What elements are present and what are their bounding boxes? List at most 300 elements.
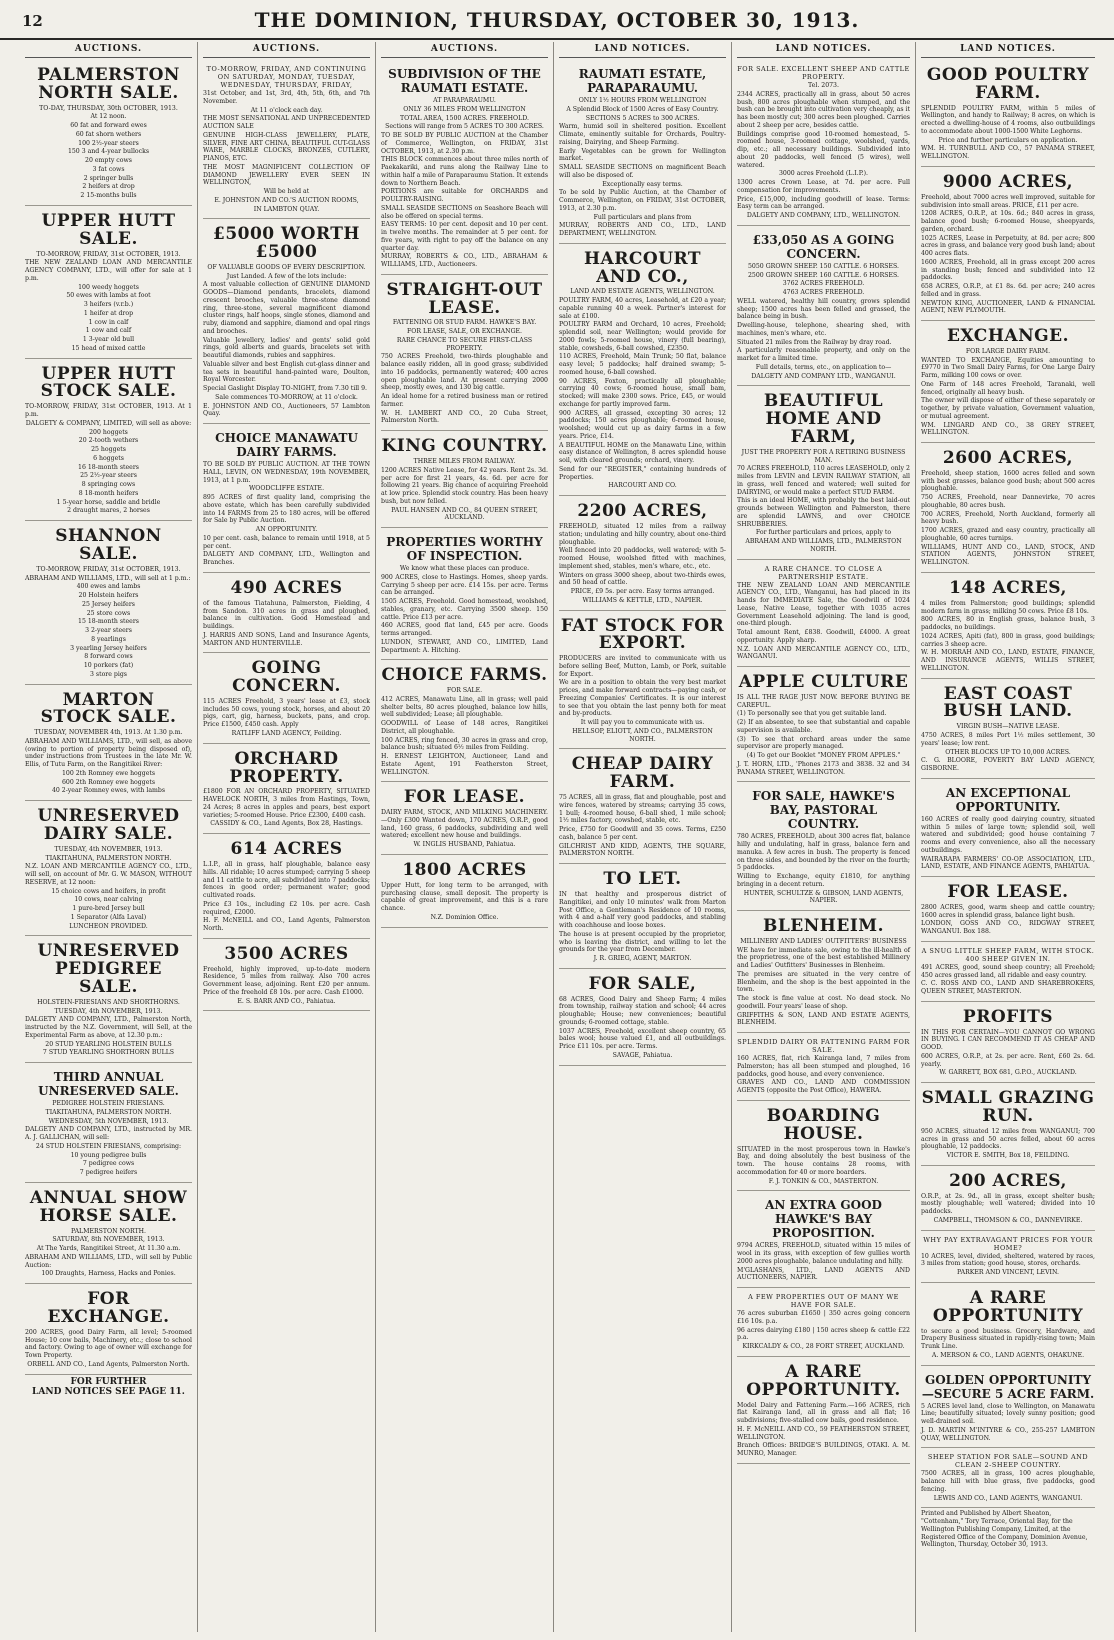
advertisement-title: 2600 ACRES, [942, 448, 1074, 469]
advertisement-line: 5 ACRES level land, close to Wellington, on Manawatu Line; beautifully situated; lovely sunny position; good well-drained soil. [921, 1402, 1095, 1426]
advertisement-line: AT PARAPARAUMU. [433, 97, 496, 104]
advertisement-title: A FEW PROPERTIES OUT OF MANY WE HAVE FOR SALE. [748, 1293, 899, 1310]
advertisement-line: to secure a good business. Grocery, Hardware, and Drapery Business situated in rapidly-rising town; Main Trunk Line. [921, 1327, 1095, 1351]
advertisement-line: Just Landed. A few of the lots include: [226, 272, 347, 280]
advertisement-line: 1024 ACRES, Apiti (fat), 800 in grass, good buildings; carries 3 sheep acre. [921, 632, 1095, 648]
advertisement-line: RARE CHANCE TO SECURE FIRST-CLASS PROPERTY. [396, 336, 533, 352]
column-4 [554, 42, 732, 1632]
advertisement-line: 68 ACRES, Good Dairy and Sheep Farm; 4 miles from township, railway station and school; 44 acres ploughable; House; new conveniences; beautiful grounds; 6-roomed cottage, stable. [559, 995, 726, 1026]
advertisement-line: 60 fat shorn wethers [75, 130, 142, 138]
advertisement-line: For further particulars and prices, apply to [755, 529, 892, 537]
advertisement [559, 246, 726, 496]
advertisement-line: PEDIGREE HOLSTEIN FRIESIANS. [52, 1100, 165, 1108]
advertisement-line: At 12 noon. [90, 113, 127, 121]
advertisement-title: 148 ACRES, [949, 577, 1067, 598]
advertisement-line: GILCHRIST AND KIDD, AGENTS, THE SQUARE, PALMERSTON NORTH. [559, 842, 726, 858]
advertisement-line: THIS BLOCK commences about three miles north of Paekakariki, and runs along the Railway Line to within half a mile of Paraparaumu Station. It extends down to Northern Beach. [381, 156, 548, 187]
advertisement [25, 687, 192, 802]
advertisement-line: Sections will range from 5 ACRES TO 300 ACRES. [385, 123, 544, 131]
advertisement-line: PRICE, £9 5s. per acre. Easy terms arranged. [570, 588, 715, 596]
advertisement-line: ONLY 1½ HOURS FROM WELLINGTON [578, 97, 707, 104]
advertisement-line: TO BE SOLD BY PUBLIC AUCTION at the Chamber of Commerce, Wellington, on FRIDAY, 31st OCTOBER, 1913, at 2.30 p.m. [381, 132, 548, 155]
advertisement-line: 750 ACRES, Freehold, near Dannevirke, 70 acres ploughable, 80 acres bush. [921, 494, 1095, 509]
advertisement-line: W. GARRETT, BOX 681, G.P.O., AUCKLAND. [939, 1069, 1077, 1077]
advertisement [737, 669, 910, 782]
advertisement-line: 16 18-month steers [78, 463, 139, 471]
advertisement-line: KIRKCALDY & CO., 28 FORT STREET, AUCKLAND. [742, 1343, 905, 1351]
advertisement-line: GRAVES AND CO., LAND AND COMMISSION AGENTS (opposite the Post Office), HAWERA. [737, 1079, 910, 1095]
advertisement-line: ONLY 36 MILES FROM WELLINGTON [403, 105, 526, 113]
advertisement-line: 115 ACRES Freehold, 3 years' lease at £3, stock includes 50 cows, young stock, horses, and about 20 pigs, cart, gig, harness, buckets, pans, and crop. Price £1500, £450 cash. Apply [203, 697, 370, 729]
advertisement-line: (4) To get our Booklet "MONEY FROM APPLES." [746, 752, 901, 760]
advertisement-title: £5000 WORTH £5000 [212, 224, 360, 263]
advertisement-line: A BEAUTIFUL HOME on the Manawatu Line, within easy distance of Wellington, 8 acres splendid house soil, with cleared grounds; orchard, vinery. [559, 441, 726, 465]
see-page-notice: LAND NOTICES SEE PAGE 11. [32, 1386, 185, 1397]
advertisement-line: This is an ideal HOME, with probably the best laid-out grounds between Wellington and Palmerston, there are splendid LAWNS, and over CHOICE SHRUBBERIES. [737, 497, 910, 528]
advertisement-title: 1800 ACRES [402, 859, 527, 880]
advertisement-line: 60 fat and forward ewes [70, 122, 147, 130]
advertisement-line: (3) To see that orchard areas under the same supervisor are properly managed. [737, 735, 910, 751]
advertisement-line: We are in a position to obtain the very best market prices, and make forward contracts—paying cash, or Freezing Companies' Certificates. It is our interest to see that you obtain the last penny both for meat and by-products. [559, 679, 726, 718]
advertisement [921, 1004, 1095, 1083]
column-heading: LAND NOTICES. [921, 42, 1095, 58]
advertisement [25, 1286, 192, 1374]
advertisement-title: PALMERSTON NORTH SALE. [37, 65, 180, 103]
advertisement-line: 10 cows, near calving [74, 896, 143, 904]
advertisement [921, 1168, 1095, 1231]
advertisement-title: UNRESERVED PEDIGREE SALE. [37, 941, 180, 998]
advertisement-line: W. H. MORRAH AND CO., LAND, ESTATE, FINANCE, AND INSURANCE AGENTS, WILLIS STREET, WELLINGTON. [921, 649, 1095, 672]
advertisement-line: 4763 ACRES FREEHOLD. [782, 289, 865, 296]
advertisement-line: 2500 GROWN SHEEP. 160 CATTLE. 6 HORSES. [748, 271, 899, 279]
advertisement-line: SATURDAY, 8th NOVEMBER, 1913. [52, 1236, 165, 1244]
column-heading: AUCTIONS. [203, 42, 370, 58]
advertisement-line: Will be held at [263, 188, 310, 195]
advertisement-line: SAVAGE, Pahiatua. [612, 1051, 673, 1059]
advertisement-line: 1 pure-bred Jersey bull [72, 905, 145, 913]
advertisement-line: Freehold, sheep station, 1600 acres felled and sown with best grasses, balance good bush; about 500 acres ploughable. [921, 469, 1095, 493]
advertisement-line: To be sold by Public Auction, at the Chamber of Commerce, Wellington, on FRIDAY, 31st OCTOBER, 1913, at 2.30 p.m. [559, 189, 726, 212]
advertisement-title: ORCHARD PROPERTY. [229, 748, 344, 787]
advertisement-line: 1700 ACRES, grazed and easy country, practically all ploughable, 60 acres turnips. [921, 527, 1095, 542]
advertisement-line: PRODUCERS are invited to communicate with us before selling Beef, Mutton, Lamb, or Pork, suitable for Export. [559, 655, 726, 678]
advertisement-line: L.I.P., all in grass, half ploughable, balance easy hills. All ridable; 10 acres stumped; carrying 5 sheep and 11 cattle to acre, all subdivided into 7 paddocks; fences in good order; permanent water; good cultivated roads. [203, 861, 370, 899]
advertisement-line: MILLINERY AND LADIES' OUTFITTERS' BUSINESS [740, 937, 907, 945]
advertisement-title: UPPER HUTT STOCK SALE. [40, 363, 177, 402]
advertisement-line: 10 porkers (fat) [83, 662, 134, 669]
advertisement-line: J. R. GRIEG, AGENT, MARTON. [593, 955, 692, 962]
advertisement-line: 1 5-year horse, saddle and bridle [56, 498, 161, 506]
advertisement-line: The stock is fine value at cost. No dead stock. No goodwill. Four years' lease of shop. [737, 995, 910, 1010]
advertisement [381, 433, 548, 528]
advertisement-line: FOR SALE. [446, 687, 483, 695]
advertisement-line: IN that healthy and prosperous district of Rangitikei, and only 10 minutes' walk from Marton Post Office, a Gentleman's Residence of 10 rooms, with 4 and a-half very good paddocks, and stabling with coachhouse and loose boxes. [559, 891, 726, 929]
advertisement [203, 575, 370, 653]
advertisement-line: WM. LINGARD AND CO., 38 GREY STREET, WELLINGTON. [921, 421, 1095, 437]
advertisement-line: TO-MORROW, FRIDAY, 31st OCTOBER, 1913. At 1 p.m. [25, 403, 192, 419]
advertisement-title: A RARE CHANCE. TO CLOSE A PARTNERSHIP ESTATE. [764, 564, 883, 581]
advertisement [737, 1290, 910, 1357]
advertisement-line: GRIFFITHS & SON, LAND AND ESTATE AGENTS, BLENHEIM. [737, 1011, 910, 1027]
advertisement-line: At 11 o'clock each day. [250, 106, 323, 114]
advertisement-line: TUESDAY, 4th NOVEMBER, 1913. [54, 1007, 163, 1015]
advertisement-line: AN OPPORTUNITY. [255, 526, 318, 534]
advertisement [559, 498, 726, 610]
advertisement-line: VICTOR E. SMITH, Box 18, FEILDING. [946, 1152, 1070, 1160]
advertisement [25, 1185, 192, 1284]
advertisement-line: Freehold, about 7000 acres well improved, suitable for subdivision into small areas. PRICE, £11 per acre. [921, 193, 1095, 209]
advertisement-line: THE NEW ZEALAND LOAN AND MERCANTILE AGENCY COMPANY, LTD., will offer for sale at 1 p.m. [25, 259, 192, 282]
advertisement-title: CHOICE FARMS. [381, 665, 548, 686]
advertisement-line: WAIRARAPA FARMERS' CO-OP. ASSOCIATION, LTD., LAND, ESTATE, AND FINANCE AGENTS, PAHIATUA. [921, 855, 1095, 871]
advertisement-line: DALGETY AND COMPANY LTD., WANGANUI. [751, 372, 896, 380]
advertisement-title: MARTON STOCK SALE. [40, 689, 177, 728]
advertisement-line: WILLIAMS & KETTLE, LTD., NAPIER. [582, 596, 703, 604]
advertisement-title: UNRESERVED DAIRY SALE. [37, 806, 180, 845]
advertisement-line: 1300 acres Crown Lease, at 7d. per acre. Full compensation for improvements. [737, 179, 910, 194]
advertisement [203, 836, 370, 939]
advertisement-line: 1200 ACRES Native Lease, for 42 years. Rent 2s. 3d. per acre for first 21 years, 4s. 6d. per acre for following 21 years. Big chance of acquiring Freehold at low price. Splendid stock country. Has been heavy bush, but now felled. [381, 466, 548, 505]
advertisement-line: 76 acres suburban £1650 | 350 acres going concern £16 10s. p.a. [737, 1310, 910, 1325]
advertisement-line: 50 ewes with lambs at foot [66, 292, 151, 300]
advertisement [381, 530, 548, 660]
advertisement-title: £33,050 AS A GOING CONCERN. [752, 232, 895, 261]
advertisement [203, 655, 370, 743]
advertisement-line: 150 3 and 4-year bullocks [67, 148, 150, 156]
advertisement-title: UPPER HUTT SALE. [41, 210, 176, 249]
advertisement-line: THE NEW ZEALAND LOAN AND MERCANTILE AGENCY CO., LTD., Wanganui, has had placed in its hands for IMMEDIATE Sale, the Goodwill of 1024 Lease, Native Lease, together with 1035 acres Government Leasehold adjoining. The land is good, one-third plough. [737, 581, 910, 628]
advertisement-line: PALMERSTON NORTH. [70, 1227, 147, 1235]
advertisement-line: THE MOST MAGNIFICENT COLLECTION OF DIAMOND JEWELLERY EVER SEEN IN WELLINGTON, [203, 163, 370, 187]
advertisement-line: HUNTER, SCHULTZE & GIBSON, LAND AGENTS, NAPIER. [743, 889, 904, 905]
advertisement-line: 7500 ACRES, all in grass, 100 acres ploughable, balance hill with blue grass, five paddocks, good fencing. [921, 1470, 1095, 1493]
advertisement-line: 100 ACRES, ring fenced, 30 acres in grass and crop, balance bush; situated 6½ miles from Feilding. [381, 736, 548, 752]
advertisement-line: Valuable silver and best English cut-glass dinner and tea sets in beautiful hand-painted ware, Doulton, Royal Worcester. [203, 360, 370, 384]
advertisement-line: TIAKITAHUNA, PALMERSTON NORTH. [45, 854, 172, 862]
advertisement [921, 323, 1095, 443]
advertisement-line: Tel. 2073. [808, 82, 839, 89]
advertisement [25, 938, 192, 1063]
advertisement-line: 6 hoggets [93, 454, 124, 462]
advertisement-line: The owner will dispose of either of these separately or together, by private valuation, Government valuation, or mutual agreement. [921, 397, 1095, 420]
column-heading: AUCTIONS. [381, 42, 548, 58]
advertisement-line: 1 cow in calf [88, 318, 129, 326]
advertisement [25, 361, 192, 521]
advertisement-line: E. JOHNSTON AND CO., Auctioneers, 57 Lambton Quay. [203, 402, 370, 418]
advertisement-title: 614 ACRES [230, 839, 343, 860]
printer-imprint: Printed and Published by Albert Sheaton, "Cottenham," Tory Terrace, Oriental Bay, for the Wellington Publishing Company, Limited, at the Registered Office of the Company, Dominion Avenue, Wellington, Thursday, October 30, 1913. [921, 1510, 1088, 1549]
advertisement-line: 750 ACRES Freehold, two-thirds ploughable and balance easily ridden, all in good grass; subdivided into 16 paddocks, permanently watered; 400 acres open ploughable land. At present carrying 2000 sheep, mostly ewes, and 130 big cattle. [381, 353, 548, 392]
advertisement-line: FATTENING OR STUD FARM. HAWKE'S BAY. [392, 319, 537, 327]
advertisement [921, 1450, 1095, 1508]
advertisement-title: SHEEP STATION FOR SALE—SOUND AND CLEAN 2-SHEEP COUNTRY. [927, 1453, 1089, 1470]
advertisement-title: TO-MORROW, FRIDAY, AND CONTINUING ON SATURDAY, MONDAY, TUESDAY, WEDNESDAY, THURSDAY, FRIDAY, [206, 65, 367, 89]
masthead [0, 0, 1114, 40]
advertisement-line: FOR LARGE DAIRY FARM. [965, 347, 1051, 355]
advertisement-line: SMALL SEASIDE SECTIONS on Seashore Beach will also be offered on special terms. [381, 204, 548, 220]
advertisement-line: ABRAHAM AND WILLIAMS, LTD., PALMERSTON NORTH. [745, 538, 902, 553]
advertisement-line: Exceptionally easy terms. [602, 180, 683, 188]
advertisement-line: A. MERSON & CO., LAND AGENTS, OHAKUNE. [931, 1351, 1085, 1359]
advertisement-title: SHANNON SALE. [55, 526, 162, 564]
advertisement [921, 1085, 1095, 1166]
advertisement-line: H. F. McNEILL AND CO., 59 FEATHERSTON STREET, WELLINGTON. [737, 1425, 910, 1441]
advertisement [921, 445, 1095, 573]
advertisement-line: HARCOURT AND CO. [608, 482, 677, 490]
advertisement [203, 221, 370, 424]
advertisement-line: WILLIAMS, HUNT AND CO., LAND, STOCK, AND STATION AGENTS, JOHNSTON STREET, WELLINGTON. [921, 543, 1095, 567]
advertisement-line: IN LAMBTON QUAY. [253, 205, 320, 213]
advertisement-line: 10 ACRES, level, divided, sheltered, watered by races, 3 miles from station; good house, stores, orchards. [921, 1252, 1095, 1268]
advertisement [25, 1065, 192, 1183]
advertisement-line: 950 ACRES, situated 12 miles from WANGANUI; 700 acres in grass and 50 acres felled, about 60 acres ploughable, 12 paddocks. [921, 1127, 1095, 1151]
advertisement-line: TO BE SOLD BY PUBLIC AUCTION. AT THE TOWN HALL, LEVIN, ON WEDNESDAY, 19th NOVEMBER, 1913, at 1 p.m. [203, 461, 370, 484]
advertisement [203, 62, 370, 219]
advertisement-line: 200 hoggets [89, 428, 128, 436]
advertisement [559, 613, 726, 750]
advertisement-line: Sale commences TO-MORROW, at 11 o'clock. [215, 393, 358, 401]
advertisement-line: W. H. LAMBERT AND CO., 20 Cuba Street, Palmerston North. [381, 409, 548, 425]
advertisement-line: F. J. TONKIN & CO., MASTERTON. [768, 1177, 879, 1185]
advertisement-line: OF VALUABLE GOODS OF EVERY DESCRIPTION. [207, 263, 366, 271]
advertisement-title: FOR SALE, [588, 973, 697, 994]
advertisement-line: Price, £750 for Goodwill and 35 cows. Terms, £250 cash, balance 5 per cent. [559, 826, 726, 841]
advertisement-line: 3000 acres Freehold (L.I.P.). [779, 170, 868, 178]
advertisement-line: 110 ACRES, Freehold, Main Trunk; 50 flat, balance easy level; 5 paddocks; half drained swamp; 5-roomed house, 6-ball cowshed. [559, 353, 726, 376]
advertisement-line: 25 store cows [86, 609, 131, 617]
advertisement-line: 25 Jersey heifers [82, 600, 135, 608]
advertisement-line: 90 ACRES, Foxton, practically all ploughable; carrying 40 cows; 6-roomed house, small bam, stocked; will make 2300 sows. Price, £45, or would exchange for partly improved farm. [559, 377, 726, 408]
advertisement-line: 15 18-month steers [78, 618, 139, 626]
advertisement-line: EASY TERMS: 10 per cent. deposit and 10 per cent. in twelve months. The remainder at 5 per cent. for five years, with right to pay off the balance on any quarter day. [381, 221, 548, 252]
advertisement-line: Winters on grass 3000 sheep, about two-thirds ewes, and 50 head of cattle. [559, 571, 726, 587]
advertisement-line: TOTAL AREA, 1500 ACRES. FREEHOLD. [400, 114, 529, 122]
advertisement-title: 200 ACRES, [949, 1170, 1067, 1191]
advertisement-line: POULTRY FARM and Orchard, 10 acres, Freehold; splendid soil, near Wellington; would provide for 2000 fowls; 5-roomed house, vinery (full bearing), stable, cowsheds, 6-ball cowshed, £2350. [559, 321, 726, 352]
advertisement-line: Full details, terms, etc., on application to— [755, 363, 892, 371]
advertisement-line: FREEHOLD, situated 12 miles from a railway station; undulating and hilly country, about one-third ploughable. [559, 523, 726, 546]
advertisement-line: 2 heifers at drop [82, 183, 135, 191]
advertisement-line: 900 ACRES, all grassed, excepting 30 acres; 12 paddocks; 150 acres ploughable; 6-roomed house, woolshed; would cut up as dairy farms in a few years. Price, £14. [559, 409, 726, 440]
column-heading: LAND NOTICES. [559, 42, 726, 58]
advertisement-line: 75 ACRES, all in grass, flat and ploughable, post and wire fences, watered by streams; carrying 35 cows, 1 bull; 4-roomed house, 6-ball shed, 1 mile school; 1½ miles factory, cowshed, stable, etc. [559, 794, 726, 825]
advertisement-title: HARCOURT AND CO., [583, 248, 702, 287]
advertisement-line: SPLENDID POULTRY FARM, within 5 miles of Wellington, and handy to Railway; 8 acres, on which is erected a dwelling-house of 4 rooms, also outbuildings to accommodate about 1000-1500 White Leghorns. [921, 104, 1095, 135]
advertisement-title: FOR LEASE. [403, 787, 526, 808]
advertisement-title: EXCHANGE. [946, 326, 1070, 347]
advertisement-line: 15 head of mixed cattle [71, 344, 146, 352]
advertisement [921, 879, 1095, 942]
advertisement-title: GOING CONCERN. [232, 658, 341, 697]
advertisement-title: TO LET. [603, 869, 682, 890]
advertisement-line: Model Dairy and Fattening Farm.—166 ACRES, rich flat Kairanga land, all in grass and all flat; 16 subdivisions; five-stalled cow bails, good residence. [737, 1401, 910, 1425]
advertisement-line: Send for our "REGISTER," containing hundreds of Properties. [559, 465, 726, 481]
advertisement-line: It will pay you to communicate with us. [580, 719, 705, 727]
advertisement-line: 2 draught mares, 2 horses [67, 507, 150, 515]
advertisement-line: 20 empty cows [85, 157, 132, 165]
advertisement-title: AN EXCEPTIONAL OPPORTUNITY. [945, 785, 1071, 814]
advertisement-line: 1 Separator (Alfa Laval) [70, 913, 147, 921]
advertisement-line: PAUL HANSEN AND CO., 84 QUEEN STREET, AUCKLAND. [391, 506, 538, 522]
advertisement-line: ABRAHAM AND WILLIAMS, LTD., will sell, as above (owing to portion of property being disposed of), under instructions from Trustees in the late Mr. W. Ellis, of Tutu Farm, on the Rangitikei River: [25, 737, 192, 769]
advertisement-line: 1 cow and calf [85, 327, 132, 335]
advertisement-line: 15 choice cows and heifers, in profit [51, 887, 166, 895]
advertisement-line: 1 3-year old bull [82, 336, 135, 344]
advertisement-title: FOR LEASE. [947, 882, 1069, 902]
column-heading: AUCTIONS. [25, 42, 192, 58]
advertisement-title: FAT STOCK FOR EXPORT. [560, 615, 725, 654]
advertisement-line: O.R.P., at 2s. 9d., all in grass, except shelter bush; mostly ploughable; well watered; divided into 10 paddocks. [921, 1192, 1095, 1216]
advertisement [737, 1035, 910, 1101]
advertisement-line: 3 2-year steers [85, 627, 132, 634]
advertisement-line: GENUINE HIGH-CLASS JEWELLERY, PLATE, SILVER, FINE ART CHINA, BEAUTIFUL CUT-GLASS WARE, MARBLE CLOCKS, BRONZES, CUTLERY, PIANOS, ETC. [203, 131, 370, 162]
advertisement-line: SMALL SEASIDE SECTIONS on magnificent Beach will also be disposed of. [559, 164, 726, 179]
advertisement-line: SECTIONS 5 ACRES to 300 ACRES. [585, 114, 700, 122]
advertisement [737, 1103, 910, 1191]
advertisement-line: One Farm of 148 acres Freehold, Taranaki, well fenced, originally all heavy bush. [921, 380, 1095, 396]
advertisement-line: IS ALL THE RAGE JUST NOW. BEFORE BUYING BE CAREFUL. [737, 693, 910, 709]
advertisement-line: Dwelling-house, telephone, shearing shed, with machines, men's whare, etc. [737, 322, 910, 337]
advertisement-line: Valuable Jewellery, ladies' and gents' solid gold rings, gold alberts and guards, bracelets set with beautiful diamonds, rubies and sapphires. [203, 336, 370, 360]
advertisement-title: SMALL GRAZING RUN. [921, 1088, 1095, 1127]
column-1 [20, 42, 198, 1632]
advertisement-line: Total amount Rent, £838. Goodwill, £4000. A great opportunity. Apply sharp. [737, 629, 910, 644]
advertisement [559, 866, 726, 969]
advertisement-title: KING COUNTRY. [381, 436, 548, 457]
advertisement-line: Branch Offices: BRIDGE'S BUILDINGS, OTAKI. A. M. MUNRO, Manager. [737, 1442, 910, 1458]
advertisement-line: 96 acres dairying £180 | 150 acres sheep & cattle £22 p.a. [737, 1326, 910, 1342]
advertisement-line: Upper Hutt, for long term to be arranged, with purchasing clause, small deposit. The property is capable of great improvement, and this is a rare chance. [381, 881, 548, 913]
advertisement [737, 1359, 910, 1464]
column-3 [376, 42, 554, 1632]
advertisement [921, 1368, 1095, 1449]
advertisement-title: FOR SALE. EXCELLENT SHEEP AND CATTLE PROPERTY. [737, 65, 910, 81]
advertisement-line: JUST THE PROPERTY FOR A RETIRING BUSINESS MAN. [741, 448, 906, 464]
advertisement-line: At The Yards, Rangitikei Street, At 11.30 a.m. [36, 1245, 181, 1253]
advertisement [203, 941, 370, 1012]
advertisement-line: 70 ACRES FREEHOLD, 110 acres LEASEHOLD, only 2 miles from LEVIN and LEVIN RAILWAY STATION, all in grass, well fenced and watered; well suited for DAIRYING, or would make a perfect STUD FARM. [737, 465, 910, 496]
advertisement-title: 9000 ACRES, [942, 171, 1074, 192]
advertisement-line: 1 heifer at drop [83, 309, 134, 317]
advertisement [25, 62, 192, 206]
advertisement-line: WEDNESDAY, 5th NOVEMBER, 1913. [48, 1117, 169, 1125]
advertisement-line: 9794 ACRES, FREEHOLD, situated within 15 miles of wool in its grass, with exception of few gullies worth 2000 acres ploughable, balance undulating and hilly. [737, 1242, 910, 1265]
advertisement [737, 562, 910, 668]
advertisement-line: 4 miles from Palmerston; good buildings; splendid modern farm in grass; milking 50 cows. Price £8 10s. [921, 599, 1095, 615]
advertisement [737, 913, 910, 1033]
columns-area [20, 42, 1100, 1632]
advertisement-line: 5050 GROWN SHEEP. 150 CATTLE. 6 HORSES. [748, 262, 899, 270]
advertisement-line: C. C. ROSS AND CO., LAND AND SHAREBROKERS, QUEEN STREET, MASTERTON. [921, 980, 1095, 996]
advertisement [381, 277, 548, 431]
advertisement-title: 3500 ACRES [224, 943, 349, 964]
advertisement-line: N.Z. Dominion Office. [430, 913, 499, 921]
advertisement-line: DALGETY AND COMPANY, LTD., Wellington and Branches. [203, 551, 370, 567]
advertisement-line: M'GLASHANS, LTD., LAND AGENTS AND AUCTIONEERS, NAPIER. [737, 1266, 910, 1282]
advertisement-line: THE MOST SENSATIONAL AND UNPRECEDENTED AUCTION SALE [203, 115, 370, 130]
advertisement-line: 780 ACRES, FREEHOLD, about 300 acres flat, balance hilly and undulating, half in grass, balance fern and manuka. A few acres in bush. The property is fenced on three sides, and bounded by the river on the fourth; 5 paddocks. [737, 833, 910, 872]
advertisement-line: 100 2th Romney ewe hoggets [61, 769, 156, 777]
advertisement-line: OTHER BLOCKS UP TO 10,000 ACRES. [945, 748, 1071, 756]
advertisement-line: 600 2th Romney ewe hoggets [61, 778, 156, 786]
advertisement-line: 8 18-month heifers [78, 489, 139, 497]
advertisement [25, 208, 192, 359]
advertisement-line: LUNDON, STEWART, AND CO., LIMITED, Land Department: A. Hitching. [381, 638, 548, 654]
advertisement-line: FOR LEASE, SALE, OR EXCHANGE. [407, 328, 522, 336]
advertisement-line: PORTIONS are suitable for ORCHARDS and POULTRY-RAISING. [381, 188, 548, 203]
advertisement-line: The premises are situated in the very centre of Blenheim, and the shop is the best appointed in the town. [737, 970, 910, 994]
column-6 [916, 42, 1100, 1632]
advertisement-line: 2 springer bulls [83, 174, 134, 182]
advertisement-line: 491 ACRES, good, sound sheep country; all Freehold; 450 acres grassed land, all ridable and easy country. [921, 963, 1095, 979]
advertisement [921, 575, 1095, 679]
advertisement-line: 7 STUD YEARLING SHORTHORN BULLS [42, 1049, 175, 1057]
advertisement-line: 3 heifers (v.r.b.) [83, 301, 134, 309]
advertisement-line: TO-MORROW, FRIDAY, 31st OCTOBER, 1913. [36, 250, 181, 258]
advertisement-line: THREE MILES FROM RAILWAY. [413, 458, 516, 466]
advertisement-line: £1800 FOR AN ORCHARD PROPERTY, SITUATED HAVELOCK NORTH, 3 miles from Hastings, Town, 24 Acres; 8 acres in apples and pears, best export varieties; 5-roomed House. Price £2300, £400 cash. [203, 788, 370, 819]
advertisement [559, 62, 726, 244]
advertisement-line: 8 forward cows [84, 653, 133, 661]
advertisement-line: Buildings comprise good 10-roomed homestead, 5-roomed house, 3-roomed cottage, woolshed, yards, dip, etc.; all necessary buildings. Subdivided into about 20 paddocks, well fenced (5 wires), well watered. [737, 130, 910, 169]
advertisement [737, 228, 910, 387]
advertisement-line: 20 2-tooth wethers [78, 437, 139, 445]
advertisement-line: 24 STUD HOLSTEIN FRIESIANS, comprising: [35, 1142, 182, 1150]
advertisement [203, 426, 370, 573]
advertisement-line: An ideal home for a retired business man or retired farmer. [381, 393, 548, 408]
page-number: 12 [22, 12, 43, 30]
advertisement-line: 7 pedigree heifers [79, 1169, 138, 1177]
advertisement-line: 900 ACRES, close to Hastings. Homes, sheep yards. Carrying 5 sheep per acre. £14 15s. per acre. Terms can be arranged. [381, 573, 548, 597]
advertisement-title: A RARE OPPORTUNITY [932, 1287, 1084, 1326]
advertisement-line: 3762 ACRES FREEHOLD. [782, 280, 865, 288]
advertisement-line: We know what these places can produce. [399, 565, 530, 573]
advertisement-line: 25 2½-year steers [80, 472, 137, 480]
see-page-notice: FOR FURTHER [70, 1376, 147, 1387]
advertisement-line: 100 weedy hoggets [78, 283, 139, 291]
advertisement-line: 1600 ACRES, Freehold, all in grass except 200 acres in standing bush; fenced and subdivided into 12 paddocks. [921, 258, 1095, 282]
advertisement-line: H. F. McNEILL and CO., Land Agents, Palmerston North. [203, 917, 370, 932]
advertisement-line: N.Z. LOAN AND MERCANTILE AGENCY CO., LTD., will sell, on account of Mr. G. W. MASON, WITHOUT RESERVE, at 12 noon: [25, 863, 192, 886]
advertisement-line: W. INGLIS HUSBAND, Pahiatua. [413, 841, 516, 849]
advertisement-line: E. JOHNSTON AND CO.'S AUCTION ROOMS, [214, 196, 359, 204]
advertisement-line: 460 ACRES, good flat land, £45 per acre. Goods terms arranged. [381, 622, 548, 638]
advertisement-line: LONDON, GOSS AND CO., RIDGWAY STREET, WANGANUI. Box 188. [921, 920, 1095, 936]
advertisement [737, 784, 910, 911]
advertisement-line: CAMPBELL, THOMSON & CO., DANNEVIRKE. [933, 1216, 1083, 1224]
advertisement [25, 523, 192, 684]
advertisement-line: TIAKITAHUNA, PALMERSTON NORTH. [45, 1108, 172, 1116]
advertisement-line: PARKER AND VINCENT, LEVIN. [957, 1269, 1059, 1277]
advertisement-line: 160 ACRES, flat, rich Kairanga land, 7 miles from Palmerston; has all been stumped and ploughed, 16 paddocks, good house, and every convenience. [737, 1055, 910, 1078]
advertisement-line: VIRGIN BUSH—NATIVE LEASE. [956, 723, 1060, 731]
advertisement-line: WELL watered, healthy hill country, grows splendid sheep; 1500 acres has been felled and grassed, the balance being in bush. [737, 297, 910, 321]
advertisement-title: GOLDEN OPPORTUNITY—SECURE 5 ACRE FARM. [921, 1372, 1095, 1401]
advertisement-line: E. S. BARR AND CO., Pahiatua. [237, 997, 336, 1005]
advertisement-line: 7 pedigree cows [82, 1160, 135, 1168]
advertisement-line: 800 ACRES, 80 in English grass, balance bush, 3 paddocks, no buildings. [921, 616, 1095, 632]
advertisement [203, 746, 370, 834]
advertisement-line: Situated 21 miles from the Railway by dray road. [737, 338, 892, 346]
advertisement-line: RATLIFF LAND AGENCY, Feilding. [231, 729, 342, 737]
advertisement-line: HOLSTEIN-FRIESIANS AND SHORTHORNS. [37, 998, 180, 1006]
advertisement-line: 20 Holstein heifers [78, 592, 139, 599]
advertisement-line: J. D. MARTIN M'INTYRE & CO., 255-257 LAMBTON QUAY, WELLINGTON. [921, 1426, 1095, 1442]
advertisement-line: 600 ACRES, O.R.P., at 2s. per acre. Rent, £60 2s. 6d. yearly. [921, 1052, 1095, 1068]
advertisement-line: Early Vegetables can be grown for Wellington market. [559, 147, 726, 163]
advertisement [25, 803, 192, 936]
advertisement-line: ORBELL AND CO., Land Agents, Palmerston North. [27, 1360, 190, 1368]
